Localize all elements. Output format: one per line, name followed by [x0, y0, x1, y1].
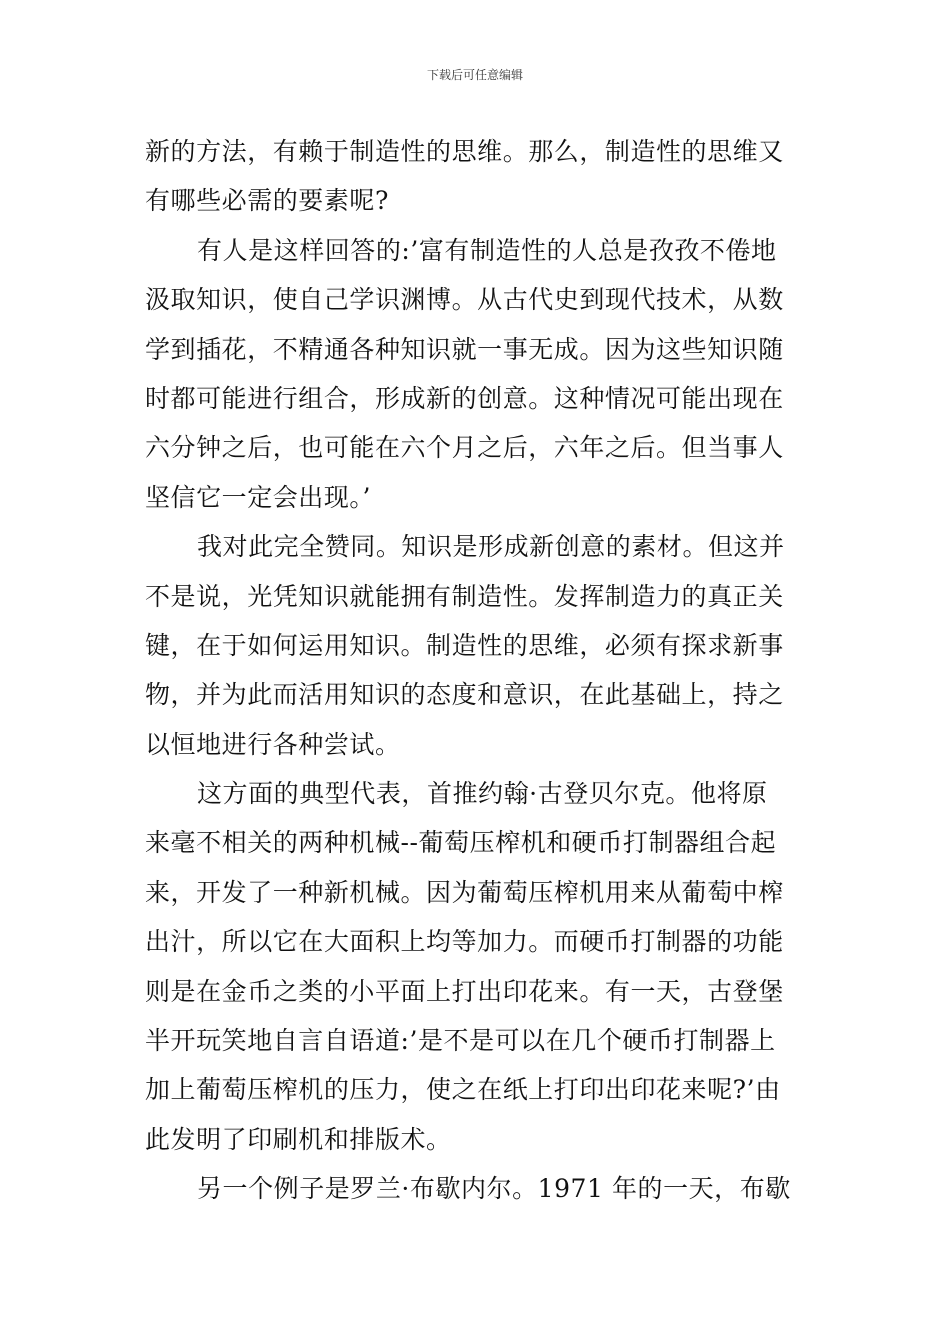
text-line: 来，开发了一种新机械。因为葡萄压榨机用来从葡萄中榨: [145, 877, 784, 907]
body-text: [145, 127, 807, 1214]
text-line: 物，并为此而活用知识的态度和意识，在此基础上，持之: [145, 680, 784, 710]
text-line: 不是说，光凭知识就能拥有制造性。发挥制造力的真正关: [145, 581, 784, 611]
text-line: 有人是这样回答的:’富有制造性的人总是孜孜不倦地: [197, 235, 777, 265]
text-line: 则是在金币之类的小平面上打出印花来。有一天，古登堡: [145, 976, 784, 1006]
page-header-note: 下载后可任意编辑: [426, 68, 523, 82]
text-line: 加上葡萄压榨机的压力，使之在纸上打印出印花来呢?’由: [145, 1075, 781, 1105]
text-line: 学到插花，不精通各种知识就一事无成。因为这些知识随: [145, 334, 784, 364]
text-line: 这方面的典型代表，首推约翰·古登贝尔克。他将原: [197, 779, 768, 809]
text-line: 我对此完全赞同。知识是形成新创意的素材。但这并: [197, 532, 785, 562]
text-line: 此发明了印刷机和排版术。: [145, 1124, 452, 1154]
text-line: 有哪些必需的要素呢?: [145, 186, 389, 216]
text-line: 键，在于如何运用知识。制造性的思维，必须有探求新事: [145, 630, 784, 660]
text-line: 坚信它一定会出现。’: [145, 482, 371, 512]
text-line: 另一个例子是罗兰·布歇内尔。1971 年的一天，布歇: [197, 1174, 791, 1204]
text-line: 新的方法，有赖于制造性的思维。那么，制造性的思维又: [145, 137, 784, 166]
text-line: 来毫不相关的两种机械--葡萄压榨机和硬币打制器组合起: [145, 828, 777, 858]
text-line: 半开玩笑地自言自语道:’是不是可以在几个硬币打制器上: [145, 1026, 776, 1056]
text-line: 出汁，所以它在大面积上均等加力。而硬币打制器的功能: [145, 927, 784, 957]
text-line: 时都可能进行组合，形成新的创意。这种情况可能出现在: [145, 383, 784, 413]
text-line: 汲取知识，使自己学识渊博。从古代史到现代技术，从数: [145, 285, 784, 315]
text-line: 六分钟之后，也可能在六个月之后，六年之后。但当事人: [145, 433, 784, 463]
text-line: 以恒地进行各种尝试。: [145, 729, 401, 759]
